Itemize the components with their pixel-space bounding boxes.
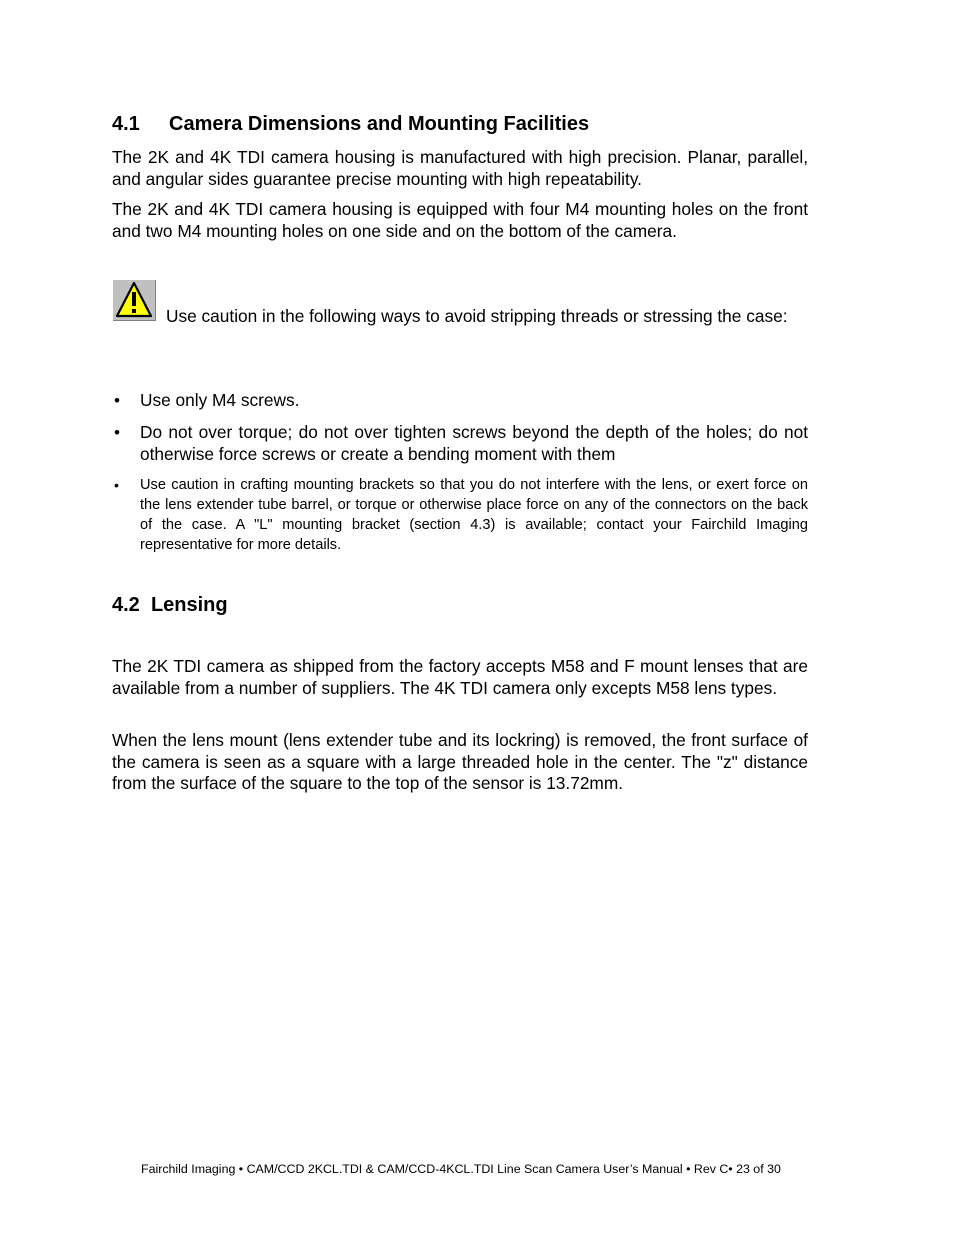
section-number: 4.1 bbox=[112, 113, 140, 135]
section-heading-4-1 bbox=[112, 113, 589, 136]
paragraph: The 2K and 4K TDI camera housing is manufactured with high precision. Planar, parallel, and angular sides guarantee precise mounting with high repeatability. bbox=[112, 147, 808, 189]
paragraph: The 2K and 4K TDI camera housing is equipped with four M4 mounting holes on the front and two M4 mounting holes on one side and on the bottom of the camera. bbox=[112, 199, 808, 241]
section-title: Lensing bbox=[150, 594, 228, 616]
section-number: 4.2 bbox=[112, 594, 140, 616]
paragraph: When the lens mount (lens extender tube and its lockring) is removed, the front surface of the camera is seen as a square with a large threaded hole in the center. The "z" distance from the surface of the square to the top of the sensor is 13.72mm. bbox=[112, 730, 808, 793]
section-title: Camera Dimensions and Mounting Facilities bbox=[169, 113, 590, 135]
page-footer: Fairchild Imaging • CAM/CCD 2KCL.TDI & CAM/CCD-4KCL.TDI Line Scan Camera User’s Manual • Rev C• 23 of 30 bbox=[141, 1162, 781, 1176]
section-heading-4-2 bbox=[112, 594, 228, 617]
caution-text: Use caution in the following ways to avoid stripping threads or stressing the case: bbox=[166, 306, 788, 326]
paragraph: The 2K TDI camera as shipped from the factory accepts M58 and F mount lenses that are available from a number of suppliers. The 4K TDI camera only excepts M58 lens types. bbox=[112, 656, 808, 698]
